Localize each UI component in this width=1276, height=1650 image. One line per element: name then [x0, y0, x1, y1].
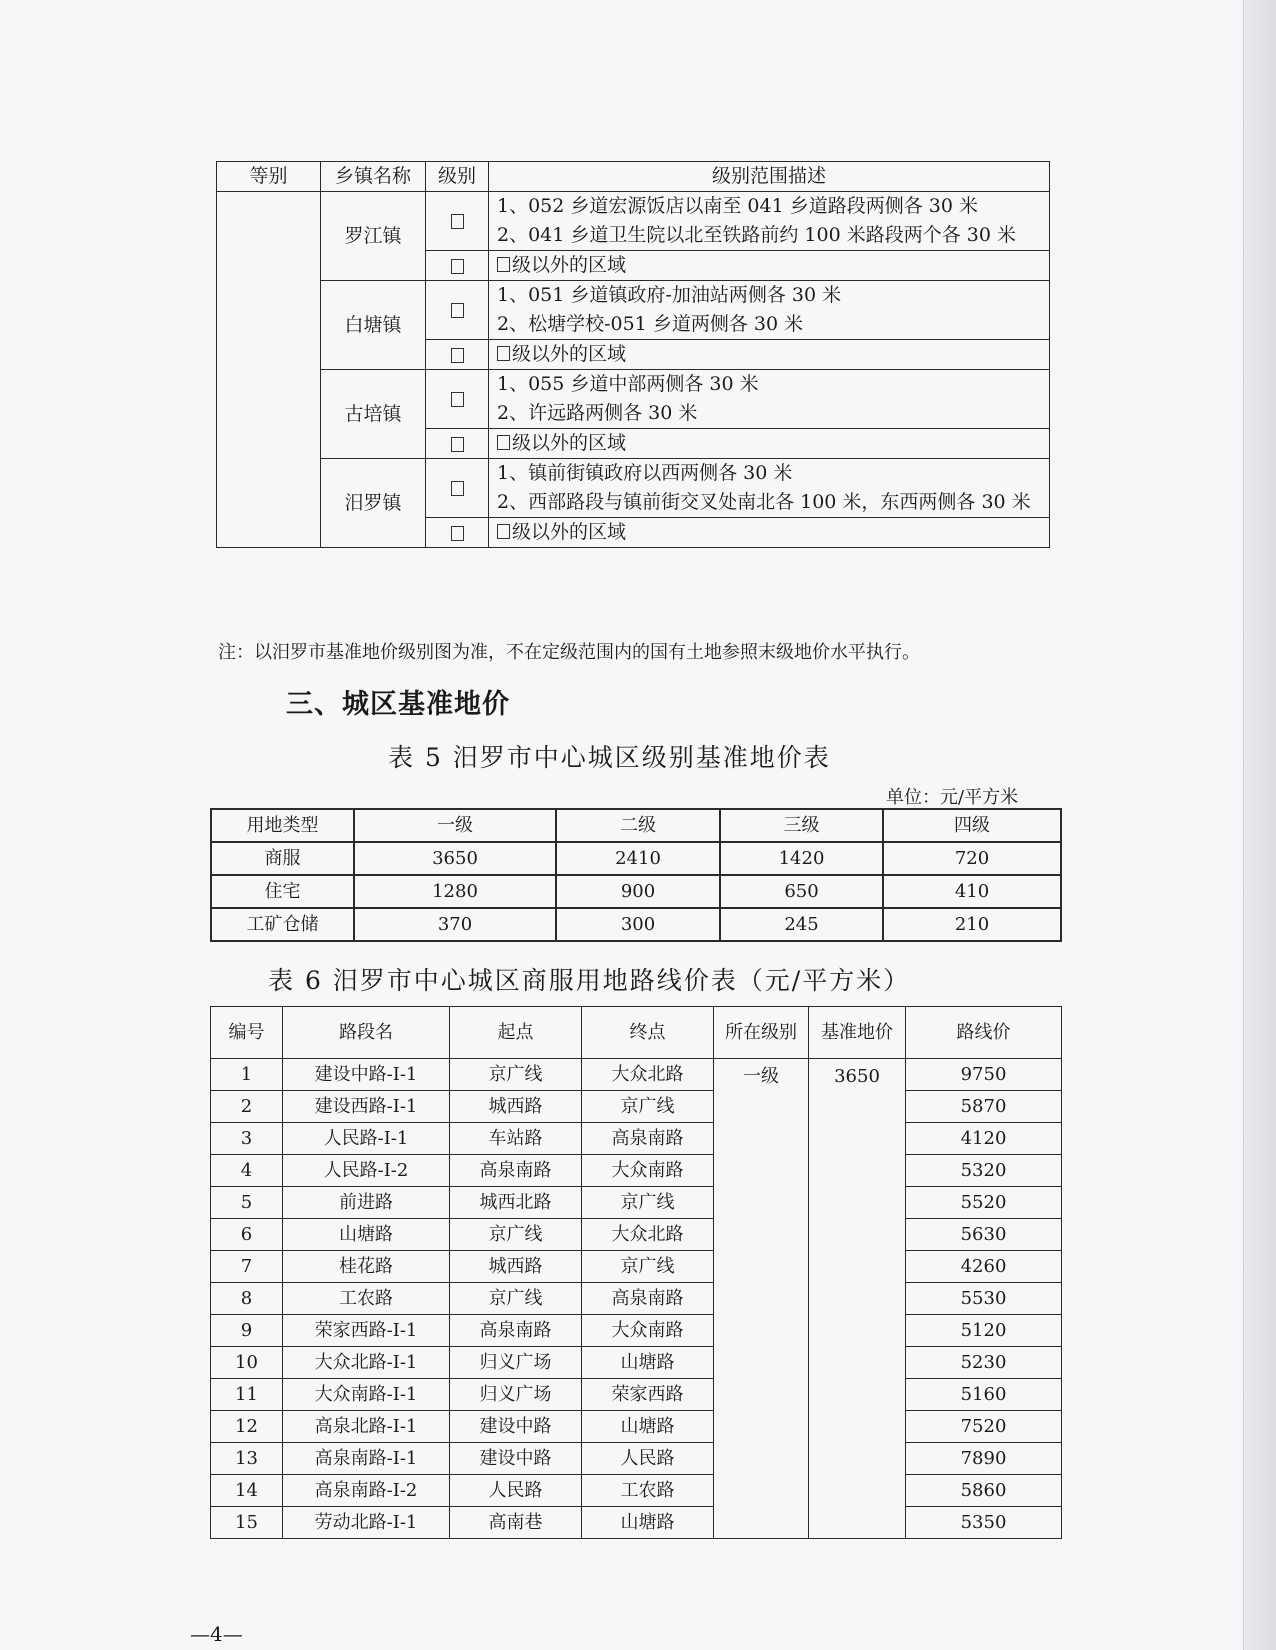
end-point: 大众北路	[582, 1219, 714, 1251]
end-point: 高泉南路	[582, 1283, 714, 1315]
start-point: 城西北路	[450, 1187, 582, 1219]
end-point: 京广线	[582, 1187, 714, 1219]
table-row	[217, 459, 1050, 518]
start-point: 车站路	[450, 1123, 582, 1155]
road-name: 山塘路	[283, 1219, 450, 1251]
route-price: 5630	[906, 1219, 1062, 1251]
route-price: 5530	[906, 1283, 1062, 1315]
table-row	[211, 875, 1061, 908]
start-point: 京广线	[450, 1059, 582, 1091]
route-price: 7890	[906, 1443, 1062, 1475]
table-cell: 工矿仓储	[211, 908, 354, 941]
road-name: 前进路	[283, 1187, 450, 1219]
range-desc	[489, 340, 1050, 370]
table6-title: 表 6 汨罗市中心城区商服用地路线价表（元/平方米）	[268, 966, 911, 995]
end-point: 大众南路	[582, 1315, 714, 1347]
range-desc	[489, 429, 1050, 459]
desc-line: 2、许远路两侧各 30 米	[497, 402, 698, 424]
end-point: 山塘路	[582, 1347, 714, 1379]
row-number: 4	[211, 1155, 283, 1187]
row-number: 6	[211, 1219, 283, 1251]
table-row	[217, 370, 1050, 429]
grade-cell	[426, 459, 489, 518]
route-price: 5860	[906, 1475, 1062, 1507]
table-cell: 245	[720, 908, 883, 941]
desc-line: 1、055 乡道中部两侧各 30 米	[497, 373, 759, 395]
end-point: 山塘路	[582, 1411, 714, 1443]
table-row	[211, 1123, 1062, 1155]
grade-cell	[426, 518, 489, 548]
row-number: 8	[211, 1283, 283, 1315]
grade-box-icon	[497, 524, 510, 539]
row-number: 12	[211, 1411, 283, 1443]
end-point: 京广线	[582, 1091, 714, 1123]
town-name: 白塘镇	[321, 281, 426, 370]
table-cell: 300	[556, 908, 720, 941]
end-point: 高泉南路	[582, 1123, 714, 1155]
header-cell: 路线价	[906, 1007, 1062, 1059]
road-name: 大众南路-Ⅰ-1	[283, 1379, 450, 1411]
table-row	[211, 1475, 1062, 1507]
start-point: 高南巷	[450, 1507, 582, 1539]
table-row	[211, 1059, 1062, 1091]
table-cell: 900	[556, 875, 720, 908]
header-cell: 三级	[720, 809, 883, 842]
header-cell: 路段名	[283, 1007, 450, 1059]
row-number: 13	[211, 1443, 283, 1475]
row-number: 7	[211, 1251, 283, 1283]
desc-line: 级以外的区域	[512, 432, 627, 454]
road-name: 高泉北路-Ⅰ-1	[283, 1411, 450, 1443]
header-cell: 四级	[883, 809, 1061, 842]
range-desc	[489, 518, 1050, 548]
header-cell: 等别	[217, 162, 321, 192]
grade-cell	[426, 192, 489, 251]
start-point: 建设中路	[450, 1443, 582, 1475]
town-name: 罗江镇	[321, 192, 426, 281]
table-row	[211, 1443, 1062, 1475]
end-point: 人民路	[582, 1443, 714, 1475]
table-row	[211, 842, 1061, 875]
start-point: 城西路	[450, 1091, 582, 1123]
town-name: 古培镇	[321, 370, 426, 459]
row-number: 11	[211, 1379, 283, 1411]
end-point: 荣家西路	[582, 1379, 714, 1411]
grade-cell	[426, 370, 489, 429]
desc-line: 级以外的区域	[512, 343, 627, 365]
grade-box-icon	[451, 392, 464, 407]
grade-box-icon	[451, 303, 464, 318]
route-price: 4120	[906, 1123, 1062, 1155]
end-point: 大众北路	[582, 1059, 714, 1091]
range-desc	[489, 459, 1050, 518]
table-row	[211, 1347, 1062, 1379]
table-header-row	[217, 162, 1050, 192]
table-cell: 商服	[211, 842, 354, 875]
table-row	[211, 1411, 1062, 1443]
table-row	[217, 192, 1050, 251]
row-number: 14	[211, 1475, 283, 1507]
table-cell: 1280	[354, 875, 556, 908]
start-point: 京广线	[450, 1219, 582, 1251]
grade-box-icon	[451, 259, 464, 274]
route-price: 5120	[906, 1315, 1062, 1347]
road-name: 荣家西路-Ⅰ-1	[283, 1315, 450, 1347]
header-cell: 一级	[354, 809, 556, 842]
header-cell: 二级	[556, 809, 720, 842]
rank-cell	[217, 192, 321, 548]
route-price: 5350	[906, 1507, 1062, 1539]
desc-line: 2、041 乡道卫生院以北至铁路前约 100 米路段两个各 30 米	[497, 224, 1016, 246]
base-price-table	[210, 808, 1062, 942]
table-cell: 720	[883, 842, 1061, 875]
end-point: 工农路	[582, 1475, 714, 1507]
desc-line: 1、052 乡道宏源饭店以南至 041 乡道路段两侧各 30 米	[497, 195, 978, 217]
desc-line: 级以外的区域	[512, 521, 627, 543]
town-name: 汨罗镇	[321, 459, 426, 548]
start-point: 归义广场	[450, 1379, 582, 1411]
header-cell: 乡镇名称	[321, 162, 426, 192]
desc-line: 2、西部路段与镇前街交叉处南北各 100 米，东西两侧各 30 米	[497, 491, 1031, 513]
page-number: —4—	[190, 1622, 243, 1646]
table-note: 注：以汨罗市基准地价级别图为准，不在定级范围内的国有土地参照末级地价水平执行。	[218, 642, 920, 663]
table-row	[211, 1379, 1062, 1411]
grade-box-icon	[451, 526, 464, 541]
road-name: 大众北路-Ⅰ-1	[283, 1347, 450, 1379]
road-name: 建设西路-Ⅰ-1	[283, 1091, 450, 1123]
end-point: 大众南路	[582, 1155, 714, 1187]
route-price: 5870	[906, 1091, 1062, 1123]
table-row	[211, 1251, 1062, 1283]
road-name: 高泉南路-Ⅰ-1	[283, 1443, 450, 1475]
grade-box-icon	[497, 346, 510, 361]
road-name: 高泉南路-Ⅰ-2	[283, 1475, 450, 1507]
header-cell: 编号	[211, 1007, 283, 1059]
road-name: 劳动北路-Ⅰ-1	[283, 1507, 450, 1539]
table-cell: 410	[883, 875, 1061, 908]
header-cell: 级别范围描述	[489, 162, 1050, 192]
road-name: 建设中路-Ⅰ-1	[283, 1059, 450, 1091]
header-cell: 用地类型	[211, 809, 354, 842]
route-price: 5320	[906, 1155, 1062, 1187]
table-cell: 3650	[354, 842, 556, 875]
header-cell: 起点	[450, 1007, 582, 1059]
table-row	[211, 1091, 1062, 1123]
row-number: 3	[211, 1123, 283, 1155]
road-name: 人民路-Ⅰ-2	[283, 1155, 450, 1187]
grade-cell: 一级	[714, 1059, 809, 1539]
row-number: 1	[211, 1059, 283, 1091]
end-point: 山塘路	[582, 1507, 714, 1539]
grade-cell	[426, 251, 489, 281]
table-header-row	[211, 809, 1061, 842]
row-number: 2	[211, 1091, 283, 1123]
table-row	[211, 1315, 1062, 1347]
table5-unit: 单位：元/平方米	[886, 787, 1019, 808]
route-price: 5160	[906, 1379, 1062, 1411]
start-point: 归义广场	[450, 1347, 582, 1379]
grade-box-icon	[497, 257, 510, 272]
row-number: 15	[211, 1507, 283, 1539]
grade-cell	[426, 340, 489, 370]
road-name: 桂花路	[283, 1251, 450, 1283]
route-price: 7520	[906, 1411, 1062, 1443]
route-price: 9750	[906, 1059, 1062, 1091]
table-row	[211, 1155, 1062, 1187]
desc-line: 1、051 乡道镇政府-加油站两侧各 30 米	[497, 284, 842, 306]
table-cell: 1420	[720, 842, 883, 875]
route-price: 4260	[906, 1251, 1062, 1283]
range-desc	[489, 370, 1050, 429]
table-header-row	[211, 1007, 1062, 1059]
route-rows	[211, 1059, 1062, 1539]
table-row	[211, 1507, 1062, 1539]
row-number: 10	[211, 1347, 283, 1379]
table-row	[217, 281, 1050, 340]
header-cell: 基准地价	[809, 1007, 906, 1059]
range-desc	[489, 192, 1050, 251]
route-price: 5520	[906, 1187, 1062, 1219]
base-price-cell: 3650	[809, 1059, 906, 1539]
header-cell: 终点	[582, 1007, 714, 1059]
range-desc	[489, 281, 1050, 340]
town-grade-table	[216, 161, 1050, 548]
route-price: 5230	[906, 1347, 1062, 1379]
grade-box-icon	[451, 437, 464, 452]
route-price-table	[210, 1006, 1062, 1539]
row-number: 5	[211, 1187, 283, 1219]
table-row	[211, 1219, 1062, 1251]
road-name: 人民路-Ⅰ-1	[283, 1123, 450, 1155]
grade-box-icon	[451, 214, 464, 229]
table-cell: 住宅	[211, 875, 354, 908]
header-cell: 级别	[426, 162, 489, 192]
end-point: 京广线	[582, 1251, 714, 1283]
start-point: 建设中路	[450, 1411, 582, 1443]
table-row	[211, 1187, 1062, 1219]
table-row	[211, 1283, 1062, 1315]
table-cell: 650	[720, 875, 883, 908]
desc-line: 级以外的区域	[512, 254, 627, 276]
table-cell: 370	[354, 908, 556, 941]
table-row	[211, 908, 1061, 941]
grade-cell	[426, 429, 489, 459]
grade-box-icon	[451, 348, 464, 363]
section-title: 三、城区基准地价	[286, 689, 510, 720]
table-cell: 2410	[556, 842, 720, 875]
row-number: 9	[211, 1315, 283, 1347]
range-desc	[489, 251, 1050, 281]
header-cell: 所在级别	[714, 1007, 809, 1059]
start-point: 人民路	[450, 1475, 582, 1507]
page-edge	[1243, 0, 1276, 1650]
grade-cell	[426, 281, 489, 340]
start-point: 京广线	[450, 1283, 582, 1315]
road-name: 工农路	[283, 1283, 450, 1315]
table-cell: 210	[883, 908, 1061, 941]
desc-line: 2、松塘学校-051 乡道两侧各 30 米	[497, 313, 804, 335]
start-point: 城西路	[450, 1251, 582, 1283]
grade-box-icon	[451, 481, 464, 496]
grade-box-icon	[497, 435, 510, 450]
start-point: 高泉南路	[450, 1315, 582, 1347]
start-point: 高泉南路	[450, 1155, 582, 1187]
table5-title: 表 5 汨罗市中心城区级别基准地价表	[388, 743, 831, 772]
desc-line: 1、镇前街镇政府以西两侧各 30 米	[497, 462, 793, 484]
